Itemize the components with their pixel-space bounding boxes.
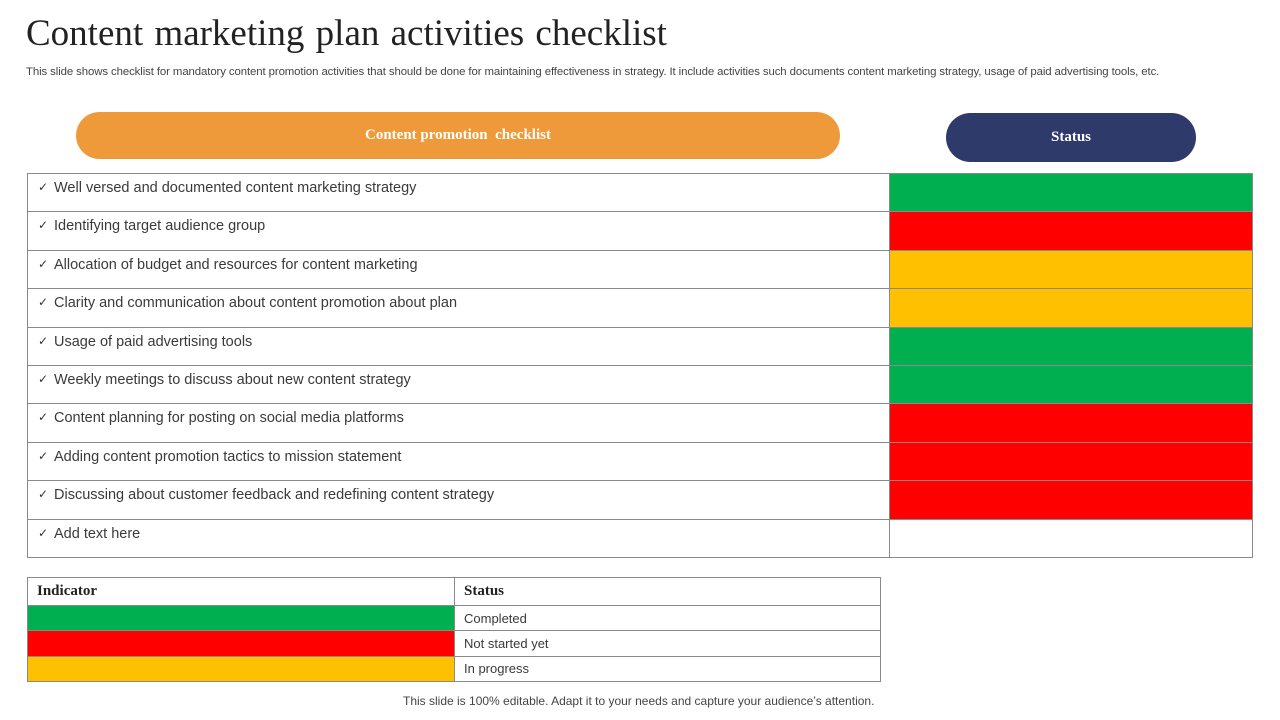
task-label: Discussing about customer feedback and redefining content strategy bbox=[54, 487, 495, 504]
task-label: Usage of paid advertising tools bbox=[54, 333, 253, 350]
checklist-row bbox=[28, 250, 1253, 288]
legend-header-indicator: Indicator bbox=[28, 578, 455, 606]
task-label: Adding content promotion tactics to mission statement bbox=[54, 448, 402, 465]
checkmark-icon: ✓ bbox=[38, 487, 49, 502]
task-cell bbox=[28, 519, 890, 557]
status-indicator bbox=[890, 365, 1253, 403]
task-cell bbox=[28, 442, 890, 480]
legend-header-status: Status bbox=[455, 578, 881, 606]
status-indicator bbox=[890, 327, 1253, 365]
task-label: Weekly meetings to discuss about new content strategy bbox=[54, 371, 411, 388]
legend-row bbox=[28, 606, 881, 631]
slide-subtitle: This slide shows checklist for mandatory content promotion activities that should be done for maintaining effectiveness in strategy. It include activities such documents content marketing strategy, usage of paid advertising tools, etc. bbox=[26, 66, 1160, 78]
checkmark-icon: ✓ bbox=[38, 410, 49, 425]
legend-label: In progress bbox=[455, 656, 881, 681]
checklist-row bbox=[28, 212, 1253, 250]
task-cell bbox=[28, 212, 890, 250]
legend-color-swatch bbox=[28, 656, 455, 681]
legend-color-swatch bbox=[28, 631, 455, 656]
slide-footer: This slide is 100% editable. Adapt it to your needs and capture your audience’s attention. bbox=[403, 694, 875, 708]
task-cell bbox=[28, 481, 890, 519]
task-label: Well versed and documented content marketing strategy bbox=[54, 180, 417, 196]
checklist-row bbox=[28, 519, 1253, 557]
checklist-row bbox=[28, 289, 1253, 327]
checklist-row bbox=[28, 404, 1253, 442]
checklist-row bbox=[28, 365, 1253, 403]
task-cell bbox=[28, 174, 890, 212]
status-indicator bbox=[890, 442, 1253, 480]
status-indicator bbox=[890, 404, 1253, 442]
status-indicator bbox=[890, 519, 1253, 557]
task-label: Identifying target audience group bbox=[54, 218, 266, 235]
checklist-header-pill: Content promotion checklist bbox=[76, 112, 840, 159]
checkmark-icon: ✓ bbox=[38, 371, 49, 386]
task-cell bbox=[28, 250, 890, 288]
slide-title: Content marketing plan activities checklist bbox=[26, 13, 667, 54]
task-label: Allocation of budget and resources for content marketing bbox=[54, 256, 418, 273]
status-indicator bbox=[890, 289, 1253, 327]
checkmark-icon: ✓ bbox=[38, 256, 49, 271]
task-cell bbox=[28, 327, 890, 365]
checkmark-icon: ✓ bbox=[38, 180, 49, 194]
task-label: Clarity and communication about content promotion about plan bbox=[54, 295, 458, 312]
legend-table bbox=[27, 577, 881, 682]
checkmark-icon: ✓ bbox=[38, 295, 49, 310]
legend-color-swatch bbox=[28, 606, 455, 631]
task-label: Add text here bbox=[54, 525, 141, 542]
status-indicator bbox=[890, 250, 1253, 288]
checklist-row bbox=[28, 442, 1253, 480]
status-indicator bbox=[890, 174, 1253, 212]
legend-row bbox=[28, 656, 881, 681]
legend-label: Not started yet bbox=[455, 631, 881, 656]
legend-row bbox=[28, 631, 881, 656]
legend-label: Completed bbox=[455, 606, 881, 631]
task-label: Content planning for posting on social media platforms bbox=[54, 410, 404, 427]
legend-header-row bbox=[28, 578, 881, 606]
checkmark-icon: ✓ bbox=[38, 525, 49, 540]
checklist-row bbox=[28, 481, 1253, 519]
checklist-row bbox=[28, 327, 1253, 365]
checklist-table bbox=[27, 173, 1253, 558]
status-indicator bbox=[890, 481, 1253, 519]
checkmark-icon: ✓ bbox=[38, 218, 49, 233]
task-cell bbox=[28, 365, 890, 403]
checkmark-icon: ✓ bbox=[38, 333, 49, 348]
checklist-row bbox=[28, 174, 1253, 212]
status-indicator bbox=[890, 212, 1253, 250]
status-header-pill: Status bbox=[946, 113, 1196, 162]
task-cell bbox=[28, 404, 890, 442]
checkmark-icon: ✓ bbox=[38, 448, 49, 463]
task-cell bbox=[28, 289, 890, 327]
